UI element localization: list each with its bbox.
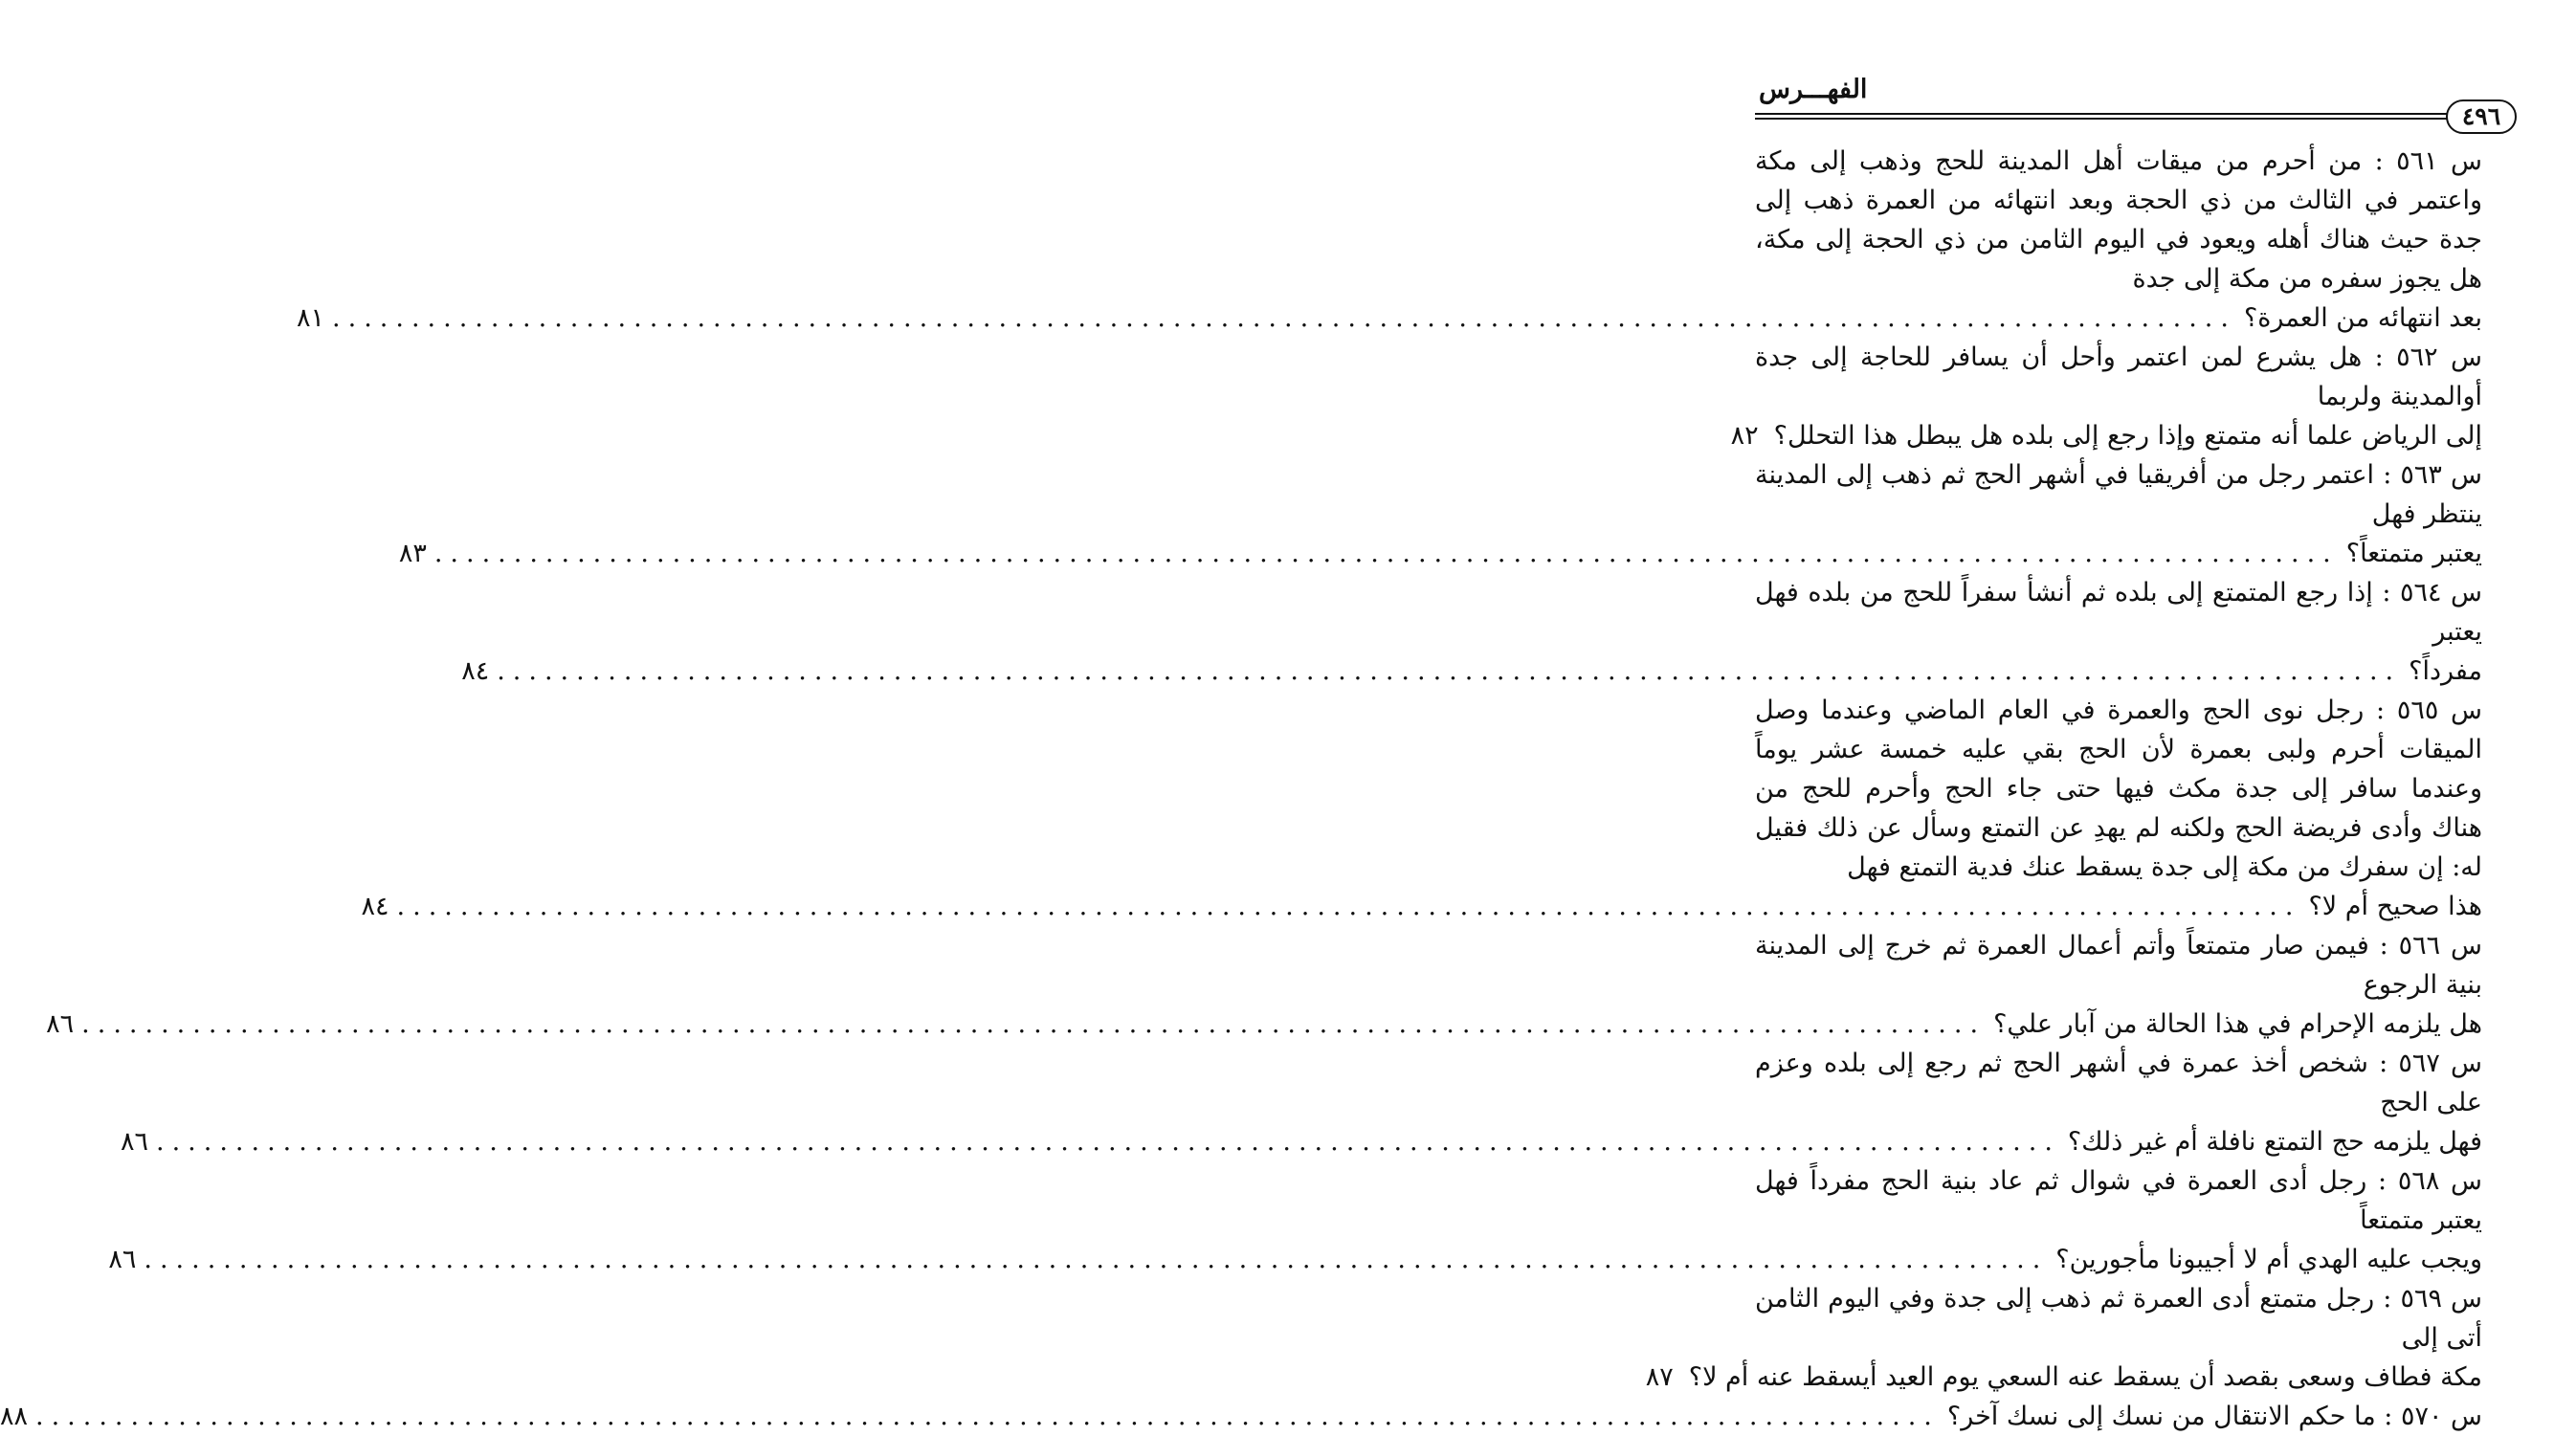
page-reference: ٨٣: [398, 539, 427, 568]
question-text: من أحرم من ميقات أهل المدينة للحج وذهب إلى مكة واعتمر في الثالث من ذي الحجة وبعد انتهائه من العمرة ذهب إلى جدة حيث هناك أهله ويعود في اليوم الثامن من ذي الحجة إلى مكة، هل يجوز سفره من مكة إلى جدة: [1755, 146, 2482, 294]
page-reference: ٨١: [297, 303, 325, 333]
leader-dots: ........................................................................................................................: [497, 656, 2402, 686]
question-text: اعتمر رجل من أفريقيا في أشهر الحج ثم ذهب إلى المدينة ينتظر فهل: [1755, 460, 2482, 529]
entry-last-line: [46, 1005, 2482, 1044]
entry-last-line: [0, 1397, 2482, 1436]
question-number: س ٥٦٣ :: [2383, 460, 2482, 490]
question-text-end: ويجب عليه الهدي أم لا أجيبونا مأجورين؟: [2055, 1245, 2482, 1274]
entry-question-text: [1755, 1279, 2482, 1358]
page-reference: ٨٦: [108, 1245, 137, 1274]
question-text-end: مكة فطاف وسعى بقصد أن يسقط عنه السعي يوم العيد أيسقط عنه أم لا؟: [1688, 1362, 2482, 1392]
entry-last-line: [108, 1240, 2482, 1279]
question-text: رجل أدى العمرة في شوال ثم عاد بنية الحج مفرداً فهل يعتبر متمتعاً: [1755, 1166, 2482, 1235]
index-entry: [0, 1397, 2482, 1436]
index-entry: [1730, 338, 2482, 455]
page-reference: ٨٤: [361, 892, 389, 921]
running-title: الفهـــرس: [1759, 75, 1868, 104]
question-text-end: مفرداً؟: [2409, 656, 2482, 686]
leader-dots: ........................................................................................................................: [34, 1402, 1940, 1431]
question-number: س ٥٦١ :: [2374, 146, 2483, 176]
question-text: شخص أخذ عمرة في أشهر الحج ثم رجع إلى بلده وعزم على الحج: [1755, 1049, 2482, 1117]
page-reference: ٨٨: [0, 1402, 28, 1431]
entry-question-text: [1755, 691, 2482, 887]
question-text-end: بعد انتهائه من العمرة؟: [2243, 303, 2482, 333]
leader-dots: ........................................................................................................................: [396, 892, 2301, 921]
index-entry: [46, 926, 2483, 1044]
page-reference: ٨٦: [121, 1127, 149, 1157]
header-rule: [1755, 113, 2448, 120]
entry-last-line: [461, 652, 2482, 691]
question-number: س ٥٧٠ :: [2375, 1402, 2482, 1431]
index-entry: [398, 455, 2482, 573]
question-number: س ٥٦٦ :: [2379, 931, 2483, 961]
question-text-end: هذا صحيح أم لا؟: [2308, 892, 2482, 921]
question-text: هل يشرع لمن اعتمر وأحل أن يسافر للحاجة إلى جدة أوالمدينة ولربما: [1755, 342, 2482, 411]
page-reference: ٨٦: [46, 1009, 75, 1039]
question-text: إذا رجع المتمتع إلى بلده ثم أنشأ سفراً للحج من بلده فهل يعتبر: [1755, 578, 2482, 647]
question-text-end: يعتبر متمتعاً؟: [2345, 539, 2482, 568]
index-entry: [461, 573, 2482, 691]
question-text-end: ما حكم الانتقال من نسك إلى نسك آخر؟: [1946, 1402, 2376, 1431]
entry-question-text: [1755, 455, 2482, 534]
entry-question-text: [1755, 142, 2482, 298]
question-number: س ٥٦٤ :: [2382, 578, 2482, 608]
index-entries: [0, 142, 2483, 1436]
question-number: س ٥٦٩ :: [2383, 1284, 2482, 1314]
leader-dots: ........................................................................................................................: [144, 1245, 2049, 1274]
entry-last-line: [361, 887, 2482, 926]
question-number: س ٥٦٢ :: [2374, 342, 2482, 372]
question-number: س ٥٦٥ :: [2375, 696, 2483, 725]
leader-dots: ........................................................................................................................: [332, 303, 2236, 333]
question-number: س ٥٦٨ :: [2378, 1166, 2482, 1196]
entry-last-line: [121, 1122, 2482, 1161]
page-reference: ٨٧: [1645, 1362, 1674, 1392]
entry-question-text: [1755, 573, 2482, 652]
page-reference: ٨٢: [1730, 421, 1759, 451]
entry-last-line: [1730, 416, 2482, 455]
question-text-end: هل يلزمه الإحرام في هذا الحالة من آبار علي؟: [1993, 1009, 2482, 1039]
question-number: س ٥٦٧ :: [2379, 1049, 2482, 1078]
entry-last-line: [398, 534, 2482, 573]
entry-last-line: [297, 298, 2482, 338]
question-text: فيمن صار متمتعاً وأتم أعمال العمرة ثم خرج إلى المدينة بنية الرجوع: [1755, 931, 2482, 1000]
index-entry: [361, 691, 2483, 926]
index-entry: [297, 142, 2483, 338]
index-entry: [1645, 1279, 2482, 1397]
question-text-end: إلى الرياض علما أنه متمتع وإذا رجع إلى بلده هل يبطل هذا التحلل؟: [1773, 421, 2482, 451]
question-text: رجل نوى الحج والعمرة في العام الماضي وعندما وصل الميقات أحرم ولبى بعمرة لأن الحج بقي عليه خمسة عشر يوماً وعندما سافر إلى جدة مكث فيها حتى جاء الحج وأحرم للحج من هناك وأدى فريضة الحج ولكنه لم يهدِ عن التمتع وسأل عن ذلك فقيل له: إن سفرك من مكة إلى جدة يسقط عنك فدية التمتع فهل: [1755, 696, 2482, 882]
leader-dots: ........................................................................................................................: [433, 539, 2339, 568]
entry-question-text: [1755, 1161, 2482, 1240]
entry-question-text: [1755, 926, 2482, 1005]
entry-question-text: [1755, 1044, 2482, 1122]
question-text: رجل متمتع أدى العمرة ثم ذهب إلى جدة وفي اليوم الثامن أتى إلى: [1755, 1284, 2482, 1353]
page-number: ٤٩٦: [2446, 99, 2517, 134]
index-entry: [121, 1044, 2482, 1161]
entry-question-text: [1755, 338, 2482, 416]
entry-last-line: [1645, 1358, 2482, 1397]
leader-dots: ........................................................................................................................: [81, 1009, 1987, 1039]
question-text-end: فهل يلزمه حج التمتع نافلة أم غير ذلك؟: [2067, 1127, 2482, 1157]
page-reference: ٨٤: [461, 656, 490, 686]
leader-dots: ........................................................................................................................: [156, 1127, 2060, 1157]
index-entry: [108, 1161, 2482, 1279]
